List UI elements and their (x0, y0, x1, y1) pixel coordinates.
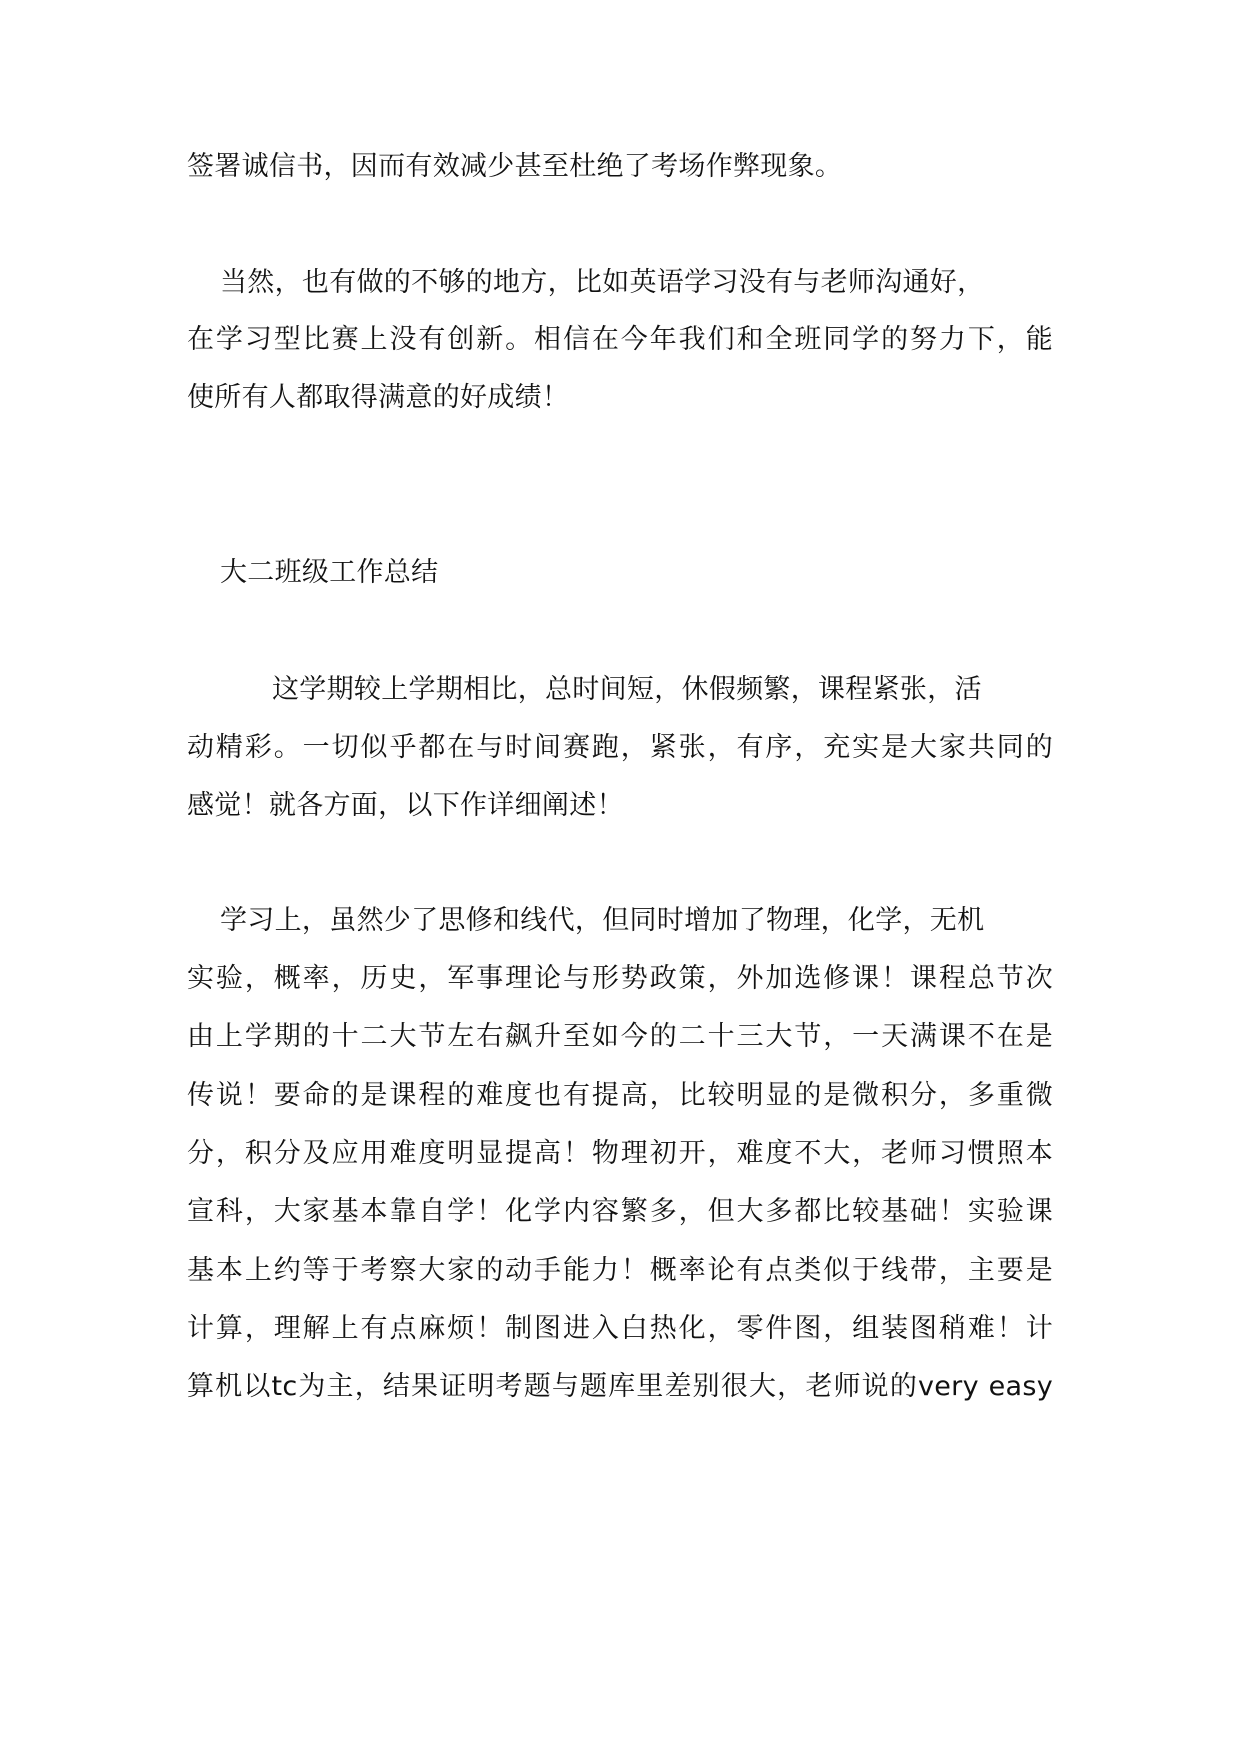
paragraph-line: 这学期较上学期相比，总时间短，休假频繁，课程紧张，活 (272, 674, 982, 705)
paragraph-line: 传说！要命的是课程的难度也有提高，比较明显的是微积分，多重微 (187, 1080, 1053, 1111)
paragraph-line: 当然，也有做的不够的地方，比如英语学习没有与老师沟通好， (220, 267, 985, 298)
paragraph-line: 在学习型比赛上没有创新。相信在今年我们和全班同学的努力下，能 (187, 324, 1053, 355)
paragraph-line: 感觉！就各方面，以下作详细阐述！ (187, 790, 624, 821)
section-heading: 大二班级工作总结 (220, 557, 439, 588)
paragraph-line: 动精彩。一切似乎都在与时间赛跑，紧张，有序，充实是大家共同的 (187, 732, 1053, 763)
paragraph-line: 基本上约等于考察大家的动手能力！概率论有点类似于线带，主要是 (187, 1255, 1053, 1286)
paragraph-line: 学习上，虽然少了思修和线代，但同时增加了物理，化学，无机 (220, 905, 985, 936)
paragraph-line: 分，积分及应用难度明显提高！物理初开，难度不大，老师习惯照本 (187, 1138, 1053, 1169)
paragraph-line: 计算，理解上有点麻烦！制图进入白热化，零件图，组装图稍难！计 (187, 1313, 1053, 1344)
paragraph-line: 宣科，大家基本靠自学！化学内容繁多，但大多都比较基础！实验课 (187, 1196, 1053, 1227)
paragraph-line: 算机以tc为主，结果证明考题与题库里差别很大，老师说的very easy (187, 1371, 1053, 1402)
paragraph-line: 由上学期的十二大节左右飙升至如今的二十三大节，一天满课不在是 (187, 1021, 1053, 1052)
paragraph-line: 使所有人都取得满意的好成绩！ (187, 382, 570, 413)
paragraph-line: 实验，概率，历史，军事理论与形势政策，外加选修课！课程总节次 (187, 963, 1053, 994)
paragraph-line: 签署诚信书，因而有效减少甚至杜绝了考场作弊现象。 (187, 151, 843, 182)
